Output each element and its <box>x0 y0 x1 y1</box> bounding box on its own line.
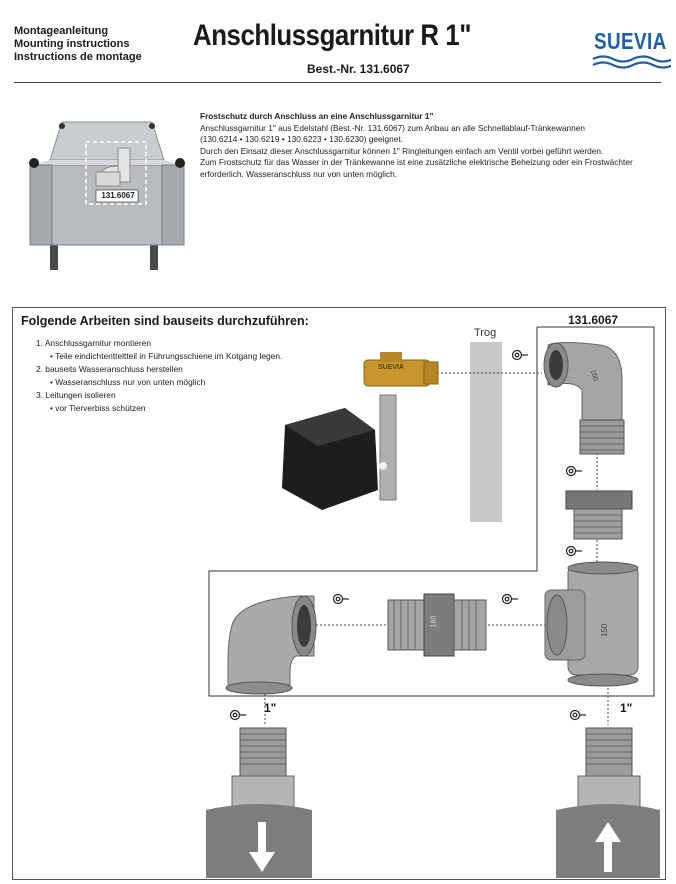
intro-heading: Frostschutz durch Anschluss an eine Anschlussgarnitur 1" <box>200 111 434 121</box>
valve-brand: SUEVIA <box>378 364 405 371</box>
elbow-stamp: 150 <box>588 368 600 383</box>
pipe-right <box>556 728 660 878</box>
float-valve <box>282 352 438 510</box>
intro-line-4: Zum Frostschutz für das Wasser in der Tränkewanne ist eine zusätzliche elektrische Beheizung oder ein Frostwächter <box>200 157 633 167</box>
elbow-top <box>544 343 624 455</box>
part-number-label: 131.6067 <box>568 313 619 327</box>
step-1-sub: • Teile eindichtentteltteil in Führungsschiene im Kotgang legen. <box>50 351 283 361</box>
step-1: 1. Anschlussgarnitur montieren <box>36 338 151 348</box>
intro-line-1: Anschlussgarnitur 1" aus Edelstahl (Best.-Nr. 131.6067) zum Anbau an alle Schnellablauf-Tränkewannen <box>200 122 585 133</box>
header-line-en: Mounting instructions <box>14 38 130 50</box>
order-number: Best.-Nr. 131.6067 <box>307 62 410 76</box>
elbow-left <box>226 596 316 694</box>
header-line-de: Montageanleitung <box>14 25 109 37</box>
step-3-sub: • vor Tierverbiss schützen <box>50 403 146 413</box>
intro-line-5: erforderlich. Wasseranschluss nur von unten möglich. <box>200 168 398 179</box>
step-3: 3. Leitungen isolieren <box>36 390 116 400</box>
header-line-fr: Instructions de montage <box>14 51 142 63</box>
step-2-sub: • Wasseranschluss nur von unten möglich <box>50 377 206 387</box>
pipe-left <box>206 728 312 878</box>
trog-label: Trog <box>474 327 497 339</box>
trog-wall <box>470 342 502 522</box>
nipple-stamp: 180 <box>430 615 438 628</box>
page-title: Anschlussgarnitur R 1" <box>193 19 472 52</box>
size-label-left: 1" <box>264 701 277 715</box>
hex-reducer <box>566 491 632 539</box>
tee-fitting <box>545 562 638 686</box>
photo-label: 131.6067 <box>101 191 135 200</box>
tee-stamp: 150 <box>600 623 610 638</box>
intro-line-3: Durch den Einsatz dieser Anschlussgarnitur können 1" Ringleitungen einfach am Ventil vorbei geführt werden. <box>200 145 604 156</box>
instructions-title: Folgende Arbeiten sind bauseits durchzuführen: <box>21 314 309 328</box>
size-label-right: 1" <box>620 701 633 715</box>
logo-text: SUEVIA <box>594 28 667 54</box>
intro-line-2: (130.6214 • 130.6219 • 130.6223 • 130.6230) geeignet. <box>200 134 403 144</box>
step-2: 2. bauseits Wasseranschluss herstellen <box>36 364 183 374</box>
